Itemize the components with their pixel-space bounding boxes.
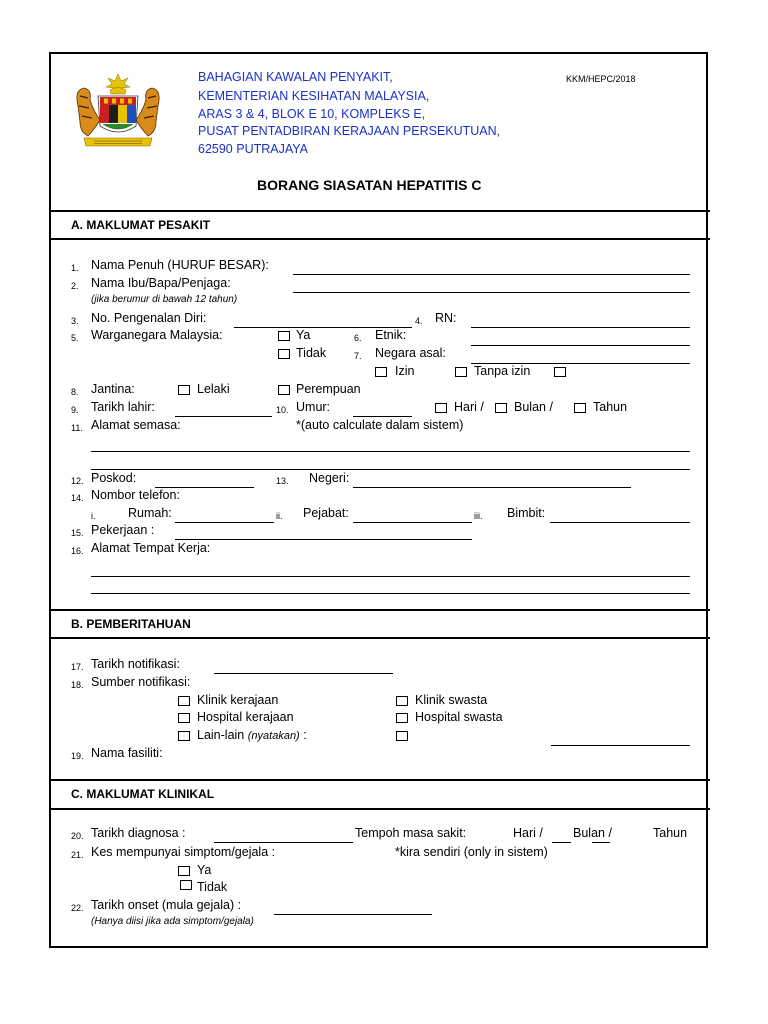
ic-number-label: No. Pengenalan Diri: (91, 311, 207, 325)
gender-perempuan-label: Perempuan (296, 382, 361, 396)
extra-checkbox[interactable] (554, 367, 566, 377)
work-address-field[interactable] (91, 593, 690, 594)
divider (49, 609, 710, 611)
state-label: Negeri: (309, 471, 350, 485)
tanpa-izin-label: Tanpa izin (474, 364, 531, 378)
item-number: 17. (71, 662, 84, 672)
lain-lain-note: (nyatakan) (247, 730, 300, 742)
divider (49, 808, 710, 810)
item-number: 4. (415, 316, 423, 326)
item-number: i. (91, 511, 96, 521)
item-number: 7. (354, 351, 362, 361)
item-number: 11. (71, 423, 83, 433)
diagnosis-date-field[interactable] (214, 842, 353, 843)
address-line: 62590 PUTRAJAYA (198, 142, 309, 156)
divider (49, 210, 710, 212)
lain-lain-text: Lain-lain (197, 728, 245, 742)
symptom-ya-label: Ya (197, 863, 212, 877)
phone-label: Nombor telefon: (91, 488, 180, 502)
age-hari-checkbox[interactable] (435, 403, 447, 413)
divider (49, 238, 710, 240)
citizen-tidak-checkbox[interactable] (278, 349, 290, 359)
rn-label: RN: (435, 311, 457, 325)
office-phone-field[interactable] (353, 522, 472, 523)
duration-hari-label: Hari / (513, 826, 543, 840)
coat-of-arms-emblem (70, 72, 166, 150)
occupation-field[interactable] (175, 539, 472, 540)
citizen-label: Warganegara Malaysia: (91, 328, 223, 342)
illness-duration-label: Tempoh masa sakit: (355, 826, 467, 840)
item-number: 6. (354, 333, 362, 343)
hospital-kerajaan-label: Hospital kerajaan (197, 710, 294, 724)
symptom-tidak-label: Tidak (197, 880, 228, 894)
facility-name-label: Nama fasiliti: (91, 746, 163, 760)
mobile-phone-field[interactable] (550, 522, 690, 523)
klinik-swasta-checkbox[interactable] (396, 696, 408, 706)
duration-bulan-label: Bulan / (573, 826, 612, 840)
item-number: 20. (71, 831, 84, 841)
klinik-kerajaan-checkbox[interactable] (178, 696, 190, 706)
auto-calc-note: *(auto calculate dalam sistem) (296, 418, 464, 432)
citizen-tidak-label: Tidak (296, 346, 327, 360)
hospital-kerajaan-checkbox[interactable] (178, 713, 190, 723)
guardian-name-field[interactable] (293, 292, 690, 293)
notification-source-label: Sumber notifikasi: (91, 675, 191, 689)
hospital-swasta-checkbox[interactable] (396, 713, 408, 723)
state-field[interactable] (353, 487, 631, 488)
dob-label: Tarikh lahir: (91, 400, 155, 414)
ethnic-field[interactable] (471, 345, 690, 346)
onset-date-field[interactable] (274, 914, 432, 915)
duration-bulan-field[interactable] (592, 842, 610, 843)
tanpa-izin-checkbox[interactable] (455, 367, 467, 377)
frame-gap (709, 818, 719, 842)
guardian-note: (jika berumur di bawah 12 tahun) (91, 294, 238, 305)
section-a-heading: A. MAKLUMAT PESAKIT (71, 218, 211, 232)
age-bulan-label: Bulan / (514, 400, 553, 414)
item-number: 14. (71, 493, 84, 503)
izin-label: Izin (395, 364, 415, 378)
age-tahun-checkbox[interactable] (574, 403, 586, 413)
full-name-field[interactable] (293, 274, 690, 275)
address-line: KEMENTERIAN KESIHATAN MALAYSIA, (198, 89, 430, 103)
address-field[interactable] (91, 451, 690, 452)
item-number: 12. (71, 476, 84, 486)
office-phone-label: Pejabat: (303, 506, 349, 520)
onset-date-label: Tarikh onset (mula gejala) : (91, 898, 242, 912)
extra-checkbox[interactable] (396, 731, 408, 741)
form-title: BORANG SIASATAN HEPATITIS C (257, 177, 482, 193)
item-number: 1. (71, 263, 79, 273)
work-address-label: Alamat Tempat Kerja: (91, 541, 211, 555)
address-label: Alamat semasa: (91, 418, 181, 432)
divider (49, 637, 710, 639)
item-number: 13. (276, 476, 289, 486)
item-number: 19. (71, 751, 84, 761)
dob-field[interactable] (175, 416, 272, 417)
age-bulan-checkbox[interactable] (495, 403, 507, 413)
symptom-ya-checkbox[interactable] (178, 866, 190, 876)
postcode-label: Poskod: (91, 471, 137, 485)
item-number: iii. (474, 511, 483, 521)
klinik-kerajaan-label: Klinik kerajaan (197, 693, 279, 707)
form-reference-code: KKM/HEPC/2018 (566, 74, 636, 84)
duration-hari-field[interactable] (552, 842, 571, 843)
ethnic-label: Etnik: (375, 328, 407, 342)
item-number: 16. (71, 546, 84, 556)
section-b-heading: B. PEMBERITAHUAN (71, 617, 191, 631)
address-line: PUSAT PENTADBIRAN KERAJAAN PERSEKUTUAN, (198, 124, 501, 138)
item-number: 9. (71, 405, 79, 415)
item-number: 21. (71, 850, 84, 860)
gender-label: Jantina: (91, 382, 135, 396)
klinik-swasta-label: Klinik swasta (415, 693, 488, 707)
full-name-label: Nama Penuh (HURUF BESAR): (91, 258, 269, 272)
item-number: 22. (71, 903, 84, 913)
citizen-ya-checkbox[interactable] (278, 331, 290, 341)
section-c-heading: C. MAKLUMAT KLINIKAL (71, 787, 215, 801)
gender-perempuan-checkbox[interactable] (278, 385, 290, 395)
item-number: 3. (71, 316, 79, 326)
item-number: 10. (276, 405, 289, 415)
address-field[interactable] (91, 469, 690, 470)
notification-date-field[interactable] (214, 673, 393, 674)
item-number: 15. (71, 528, 84, 538)
work-address-field[interactable] (91, 576, 690, 577)
occupation-label: Pekerjaan : (91, 523, 155, 537)
age-tahun-label: Tahun (593, 400, 628, 414)
guardian-name-label: Nama Ibu/Bapa/Penjaga: (91, 276, 231, 290)
citizen-ya-label: Ya (296, 328, 311, 342)
self-calc-note: *kira sendiri (only in sistem) (395, 845, 548, 859)
home-phone-label: Rumah: (128, 506, 172, 520)
lain-lain-label (197, 728, 307, 742)
item-number: 5. (71, 333, 79, 343)
rn-field[interactable] (471, 327, 690, 328)
origin-country-label: Negara asal: (375, 346, 446, 360)
izin-checkbox[interactable] (375, 367, 387, 377)
notification-date-label: Tarikh notifikasi: (91, 657, 180, 671)
age-label: Umur: (296, 400, 331, 414)
address-line: BAHAGIAN KAWALAN PENYAKIT, (198, 70, 393, 84)
item-number: ii. (276, 511, 283, 521)
onset-note: (Hanya diisi jika ada simptom/gejala) (91, 916, 254, 927)
hospital-swasta-label: Hospital swasta (415, 710, 503, 724)
duration-tahun-label: Tahun (653, 826, 688, 840)
gender-lelaki-checkbox[interactable] (178, 385, 190, 395)
symptom-label: Kes mempunyai simptom/gejala : (91, 845, 276, 859)
diagnosis-date-label: Tarikh diagnosa : (91, 826, 186, 840)
lain-lain-field[interactable] (551, 745, 690, 746)
item-number: 8. (71, 387, 79, 397)
gender-lelaki-label: Lelaki (197, 382, 230, 396)
divider (49, 779, 710, 781)
address-line: ARAS 3 & 4, BLOK E 10, KOMPLEKS E, (198, 107, 426, 121)
lain-lain-colon: : (303, 728, 307, 742)
age-field[interactable] (353, 416, 412, 417)
home-phone-field[interactable] (175, 522, 274, 523)
lain-lain-checkbox[interactable] (178, 731, 190, 741)
mobile-phone-label: Bimbit: (507, 506, 546, 520)
item-number: 2. (71, 281, 79, 291)
item-number: 18. (71, 680, 84, 690)
symptom-tidak-checkbox[interactable] (180, 880, 192, 890)
age-hari-label: Hari / (454, 400, 484, 414)
